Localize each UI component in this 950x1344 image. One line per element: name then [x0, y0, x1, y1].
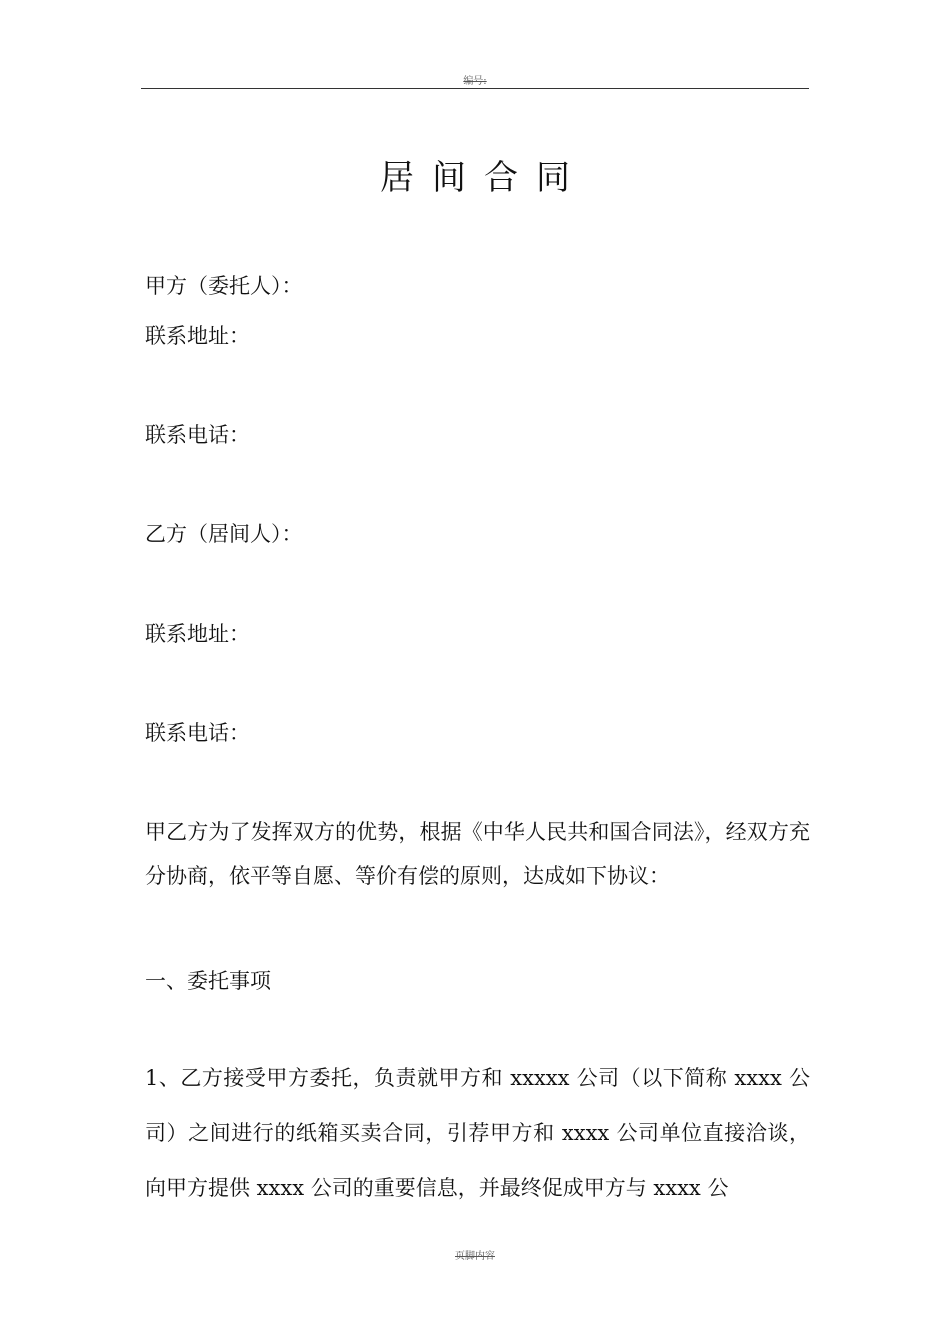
preamble-paragraph: 甲乙方为了发挥双方的优势，根据《中华人民共和国合同法》，经双方充分协商，依平等自愿、等价有偿的原则，达成如下协议：: [145, 820, 810, 888]
party-a-phone-label: 联系电话：: [145, 423, 250, 447]
party-a-address-label: 联系地址：: [145, 324, 250, 348]
party-b-address-label: 联系地址：: [145, 622, 250, 646]
party-b-label: 乙方（居间人）：: [145, 522, 303, 546]
header-number-label: 编号:: [463, 76, 487, 87]
footer-content-label: 页脚内容: [455, 1251, 495, 1262]
section1-heading: 一、委托事项: [145, 969, 271, 993]
section1-clause1: 1、乙方接受甲方委托，负责就甲方和 xxxxx 公司（以下简称 xxxx 公司）之间进行的纸箱买卖合同，引荐甲方和 xxxx 公司单位直接洽谈，向甲方提供 xxxx 公司的重要信息，并最终促成甲方与 xxxx 公: [145, 1066, 810, 1200]
party-b-phone-label: 联系电话：: [145, 721, 250, 745]
header-divider: [141, 88, 809, 89]
party-a-label: 甲方（委托人）：: [145, 274, 303, 298]
document-title: 居间合同: [380, 158, 588, 198]
